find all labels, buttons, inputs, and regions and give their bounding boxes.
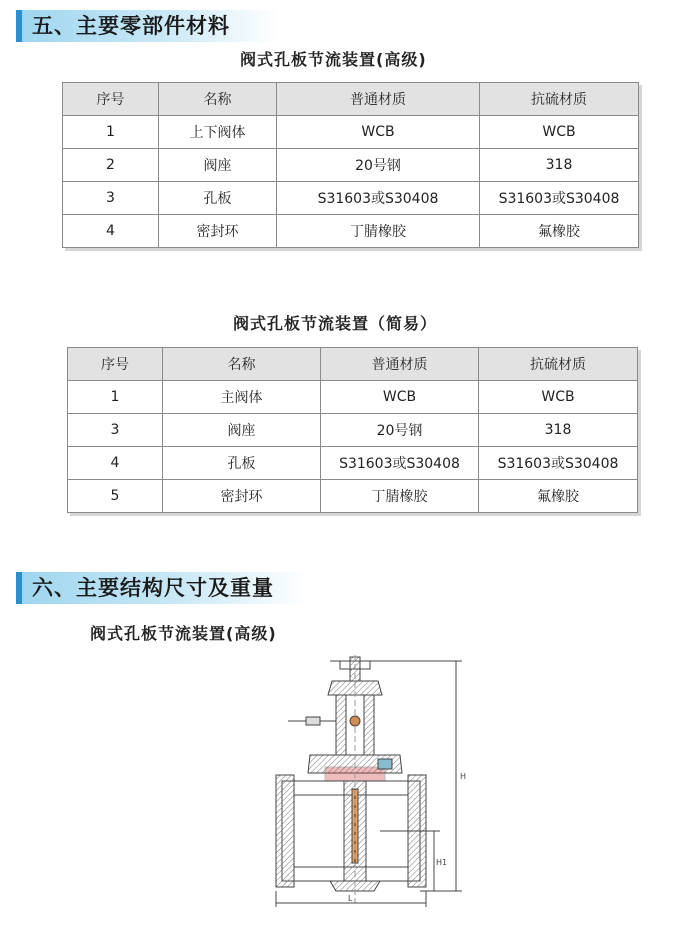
table-simple-title: 阀式孔板节流装置（简易）	[233, 314, 438, 333]
cell-index: 3	[63, 182, 159, 215]
materials-table-advanced	[62, 82, 639, 248]
cell-index: 4	[63, 215, 159, 248]
cell-index: 2	[63, 149, 159, 182]
cell-normal-material: 丁腈橡胶	[321, 480, 479, 513]
cell-sulfur-material: 氟橡胶	[479, 480, 638, 513]
cell-normal-material: WCB	[277, 116, 480, 149]
cell-name: 阀座	[159, 149, 277, 182]
valve-cross-section-diagram	[270, 655, 470, 915]
cell-sulfur-material: S31603或S30408	[479, 447, 638, 480]
table-row	[63, 215, 639, 248]
header-index: 序号	[68, 348, 163, 381]
cell-index: 1	[63, 116, 159, 149]
table-row	[63, 149, 639, 182]
header-normal-material: 普通材质	[277, 83, 480, 116]
cell-name: 主阀体	[163, 381, 321, 414]
table-row	[68, 480, 638, 513]
cell-normal-material: 20号钢	[321, 414, 479, 447]
cell-sulfur-material: 318	[479, 414, 638, 447]
cell-name: 孔板	[159, 182, 277, 215]
header-sulfur-resistant-material: 抗硫材质	[480, 83, 639, 116]
cell-name: 上下阀体	[159, 116, 277, 149]
section-6-heading: 六、主要结构尺寸及重量	[16, 572, 306, 604]
table-row	[63, 182, 639, 215]
cell-normal-material: 丁腈橡胶	[277, 215, 480, 248]
cell-name: 孔板	[163, 447, 321, 480]
header-name: 名称	[163, 348, 321, 381]
cell-index: 5	[68, 480, 163, 513]
valve-orifice-drawing	[270, 655, 470, 915]
table-header-row	[68, 348, 638, 381]
cell-normal-material: S31603或S30408	[277, 182, 480, 215]
cell-index: 1	[68, 381, 163, 414]
cell-sulfur-material: WCB	[480, 116, 639, 149]
table-header-row	[63, 83, 639, 116]
table-advanced-title: 阀式孔板节流装置(高级)	[240, 50, 427, 69]
cell-normal-material: WCB	[321, 381, 479, 414]
cell-index: 4	[68, 447, 163, 480]
cell-name: 密封环	[163, 480, 321, 513]
cell-normal-material: S31603或S30408	[321, 447, 479, 480]
dimension-label-length: L	[348, 894, 353, 903]
cell-sulfur-material: WCB	[479, 381, 638, 414]
cell-normal-material: 20号钢	[277, 149, 480, 182]
table-row	[63, 116, 639, 149]
drawing-title: 阀式孔板节流装置(高级)	[90, 624, 277, 643]
dimension-label-h1: H1	[436, 858, 448, 867]
header-name: 名称	[159, 83, 277, 116]
materials-table-simple	[67, 347, 638, 513]
header-sulfur-resistant-material: 抗硫材质	[479, 348, 638, 381]
cell-index: 3	[68, 414, 163, 447]
table-row	[68, 447, 638, 480]
cell-sulfur-material: 氟橡胶	[480, 215, 639, 248]
section-5-heading: 五、主要零部件材料	[16, 10, 278, 42]
table-row	[68, 381, 638, 414]
cell-sulfur-material: 318	[480, 149, 639, 182]
header-normal-material: 普通材质	[321, 348, 479, 381]
dimension-label-height: H	[460, 772, 467, 781]
cell-name: 阀座	[163, 414, 321, 447]
cell-sulfur-material: S31603或S30408	[480, 182, 639, 215]
cell-name: 密封环	[159, 215, 277, 248]
header-index: 序号	[63, 83, 159, 116]
table-row	[68, 414, 638, 447]
